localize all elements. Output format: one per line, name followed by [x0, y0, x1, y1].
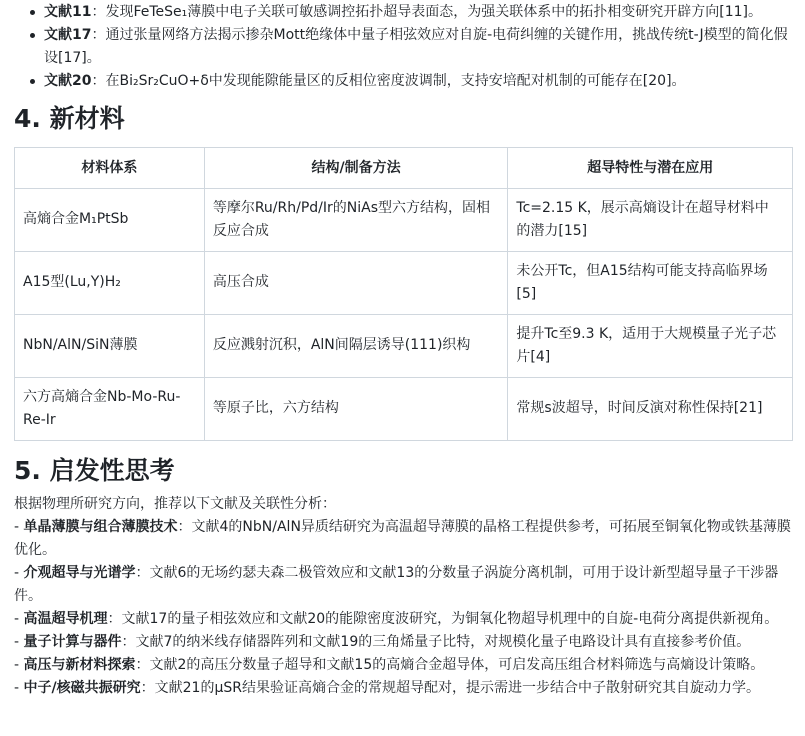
- table-cell: 六方高熵合金Nb-Mo-Ru-Re-Ir: [15, 378, 205, 441]
- item-label: 量子计算与器件: [23, 634, 122, 650]
- item-label: 介观超导与光谱学: [23, 565, 136, 581]
- list-item: - 中子/核磁共振研究：文献21的μSR结果验证高熵合金的常规超导配对，提示需进一步结合中子散射研究其自旋动力学。: [14, 680, 760, 696]
- item-label: 高压与新材料探索: [23, 657, 136, 673]
- table-cell: 提升Tc至9.3 K，适用于大规模量子光子芯片[4]: [508, 315, 793, 378]
- list-item: [44, 24, 792, 70]
- column-header: 超导特性与潜在应用: [508, 148, 793, 189]
- item-label: 中子/核磁共振研究: [23, 680, 141, 696]
- ref-label: 文献17: [44, 27, 92, 43]
- table-cell: 高压合成: [204, 252, 508, 315]
- materials-table: [14, 147, 793, 441]
- section-title-thoughts: 5. 启发性思考: [14, 456, 175, 485]
- table-cell: 反应溅射沉积，AlN间隔层诱导(111)织构: [204, 315, 508, 378]
- list-item: - 高压与新材料探索：文献2的高压分数量子超导和文献15的高熵合金超导体，可启发高压组合材料筛选与高熵设计策略。: [14, 657, 765, 673]
- ref-text: ：发现FeTeSe₁薄膜中电子关联可敏感调控拓扑超导表面态，为强关联体系中的拓扑相变研究开辟方向[11]。: [91, 4, 763, 20]
- thoughts-body: [14, 493, 792, 700]
- item-text: ：文献7的纳米线存储器阵列和文献19的三角烯量子比特，对规模化量子电路设计具有直接参考价值。: [121, 634, 751, 650]
- table-cell: 未公开Tc，但A15结构可能支持高临界场[5]: [508, 252, 793, 315]
- list-item: [44, 1, 792, 24]
- list-item: - 高温超导机理：文献17的量子相弦效应和文献20的能隙密度波研究，为铜氧化物超导机理中的自旋-电荷分离提供新视角。: [14, 611, 779, 627]
- list-item: - 介观超导与光谱学：文献6的无场约瑟夫森二极管效应和文献13的分数量子涡旋分离机制，可用于设计新型超导量子干涉器件。: [14, 565, 779, 604]
- list-item: - 量子计算与器件：文献7的纳米线存储器阵列和文献19的三角烯量子比特，对规模化量子电路设计具有直接参考价值。: [14, 634, 751, 650]
- list-item: [44, 70, 792, 93]
- table-cell: 等原子比，六方结构: [204, 378, 508, 441]
- item-label: 高温超导机理: [23, 611, 108, 627]
- table-cell: 常规s波超导，时间反演对称性保持[21]: [508, 378, 793, 441]
- item-text: ：文献21的μSR结果验证高熵合金的常规超导配对，提示需进一步结合中子散射研究其自旋动力学。: [140, 680, 760, 696]
- item-text: ：文献17的量子相弦效应和文献20的能隙密度波研究，为铜氧化物超导机理中的自旋-电荷分离提供新视角。: [107, 611, 779, 627]
- table-row: [15, 315, 793, 378]
- column-header: 材料体系: [15, 148, 205, 189]
- item-label: 单晶薄膜与组合薄膜技术: [23, 519, 178, 535]
- ref-text: ：通过张量网络方法揭示掺杂Mott绝缘体中量子相弦效应对自旋-电荷纠缠的关键作用，挑战传统t-J模型的简化假设[17]。: [44, 27, 788, 66]
- ref-label: 文献20: [44, 73, 92, 89]
- item-text: ：文献6的无场约瑟夫森二极管效应和文献13的分数量子涡旋分离机制，可用于设计新型超导量子干涉器件。: [14, 565, 779, 604]
- table-cell: Tc=2.15 K，展示高熵设计在超导材料中的潜力[15]: [508, 189, 793, 252]
- reference-list: [14, 1, 792, 93]
- table-cell: 等摩尔Ru/Rh/Pd/Ir的NiAs型六方结构，固相反应合成: [204, 189, 508, 252]
- intro-text: 根据物理所研究方向，推荐以下文献及关联性分析：: [14, 496, 336, 512]
- table-cell: A15型(Lu,Y)H₂: [15, 252, 205, 315]
- table-row: [15, 378, 793, 441]
- item-text: ：文献2的高压分数量子超导和文献15的高熵合金超导体，可启发高压组合材料筛选与高熵设计策略。: [135, 657, 765, 673]
- item-text: ：文献4的NbN/AlN异质结研究为高温超导薄膜的晶格工程提供参考，可拓展至铜氧化物或铁基薄膜优化。: [14, 519, 791, 558]
- ref-label: 文献11: [44, 4, 92, 20]
- column-header: 结构/制备方法: [204, 148, 508, 189]
- table-row: [15, 189, 793, 252]
- table-cell: 高熵合金M₁PtSb: [15, 189, 205, 252]
- table-cell: NbN/AlN/SiN薄膜: [15, 315, 205, 378]
- ref-text: ：在Bi₂Sr₂CuO+δ中发现能隙能量区的反相位密度波调制，支持安培配对机制的可能存在[20]。: [91, 73, 686, 89]
- list-item: - 单晶薄膜与组合薄膜技术：文献4的NbN/AlN异质结研究为高温超导薄膜的晶格工程提供参考，可拓展至铜氧化物或铁基薄膜优化。: [14, 519, 791, 558]
- document-page: [0, 1, 805, 700]
- section-title-materials: 4. 新材料: [14, 104, 125, 133]
- table-header-row: [15, 148, 793, 189]
- table-row: [15, 252, 793, 315]
